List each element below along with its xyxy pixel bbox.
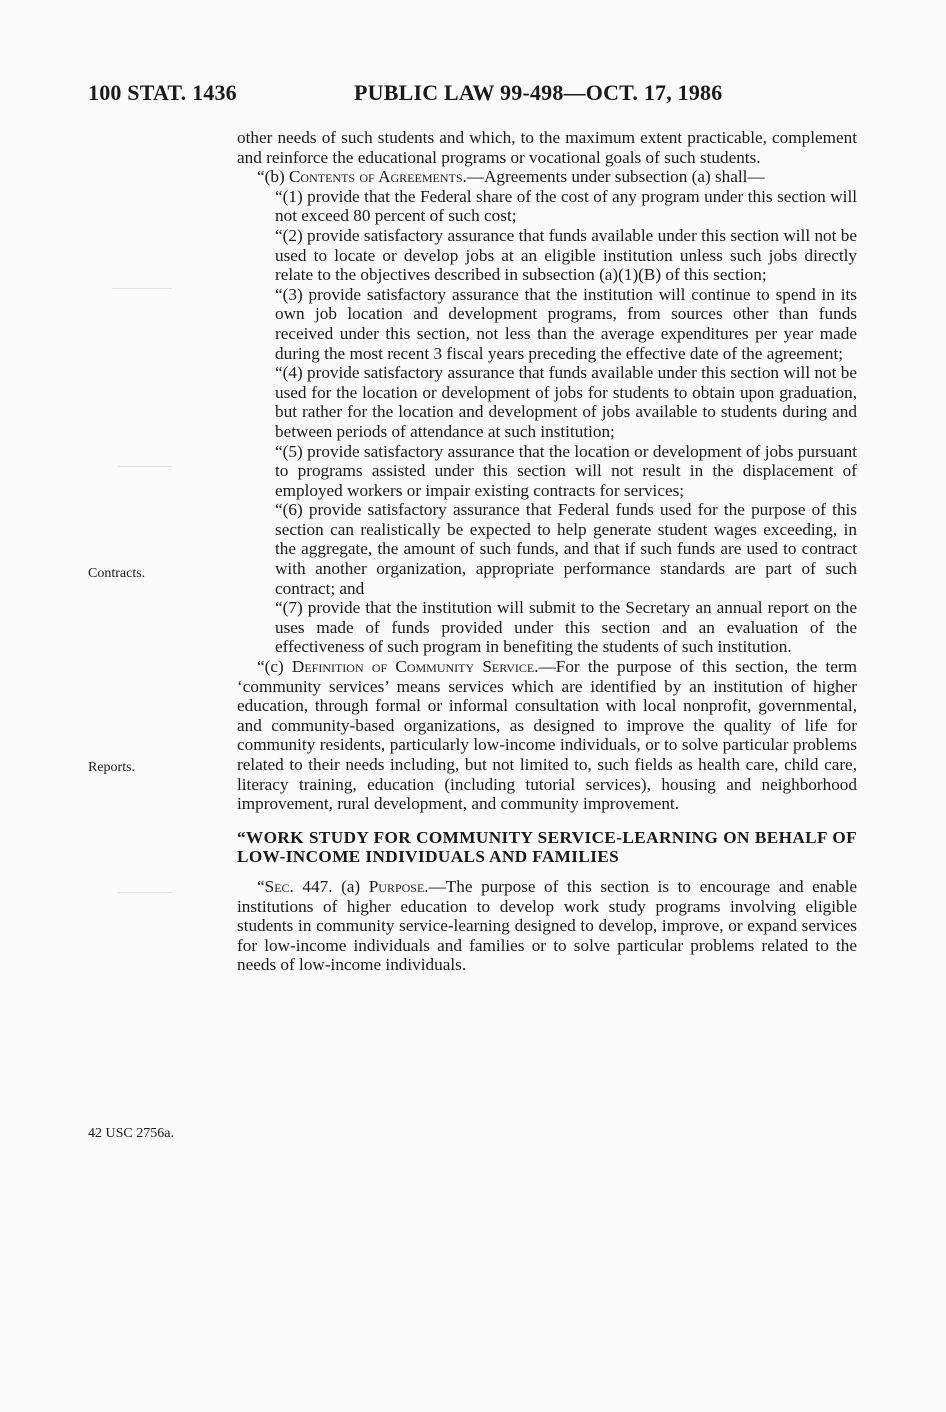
margin-note-usc-citation: 42 USC 2756a. — [88, 1126, 174, 1141]
agreement-item-1: “(1) provide that the Federal share of the cost of any program under this section will not exceed 80 percent of such cost; — [275, 186, 857, 226]
subsection-b: “(b) Contents of Agreements.—Agreements under subsection (a) shall— — [257, 167, 765, 187]
agreement-item-3: “(3) provide satisfactory assurance that the institution will continue to spend in its own job location and development programs, from sources other than funds received under this section, not less than the average expenditures per year made during the most recent 3 fiscal years preceding the effective date of the agreement; — [275, 284, 857, 363]
margin-note-contracts: Contracts. — [88, 566, 146, 581]
bleed-through-mark — [112, 288, 172, 299]
public-law-reference: PUBLIC LAW 99-498—OCT. 17, 1986 — [354, 80, 723, 105]
agreement-item-6: “(6) provide satisfactory assurance that Federal funds used for the purpose of this section can realistically be expected to help generate student wages exceeding, in the aggregate, the amount of such funds, and that if such funds are used to contract with another organization, appropriate performance standards are part of such contract; and — [275, 500, 857, 598]
subsection-b-title: Contents of Agreements — [288, 167, 463, 187]
margin-note-reports: Reports. — [88, 760, 136, 775]
statute-page-reference: 100 STAT. 1436 — [88, 80, 237, 105]
page-header — [88, 80, 868, 114]
agreement-item-7: “(7) provide that the institution will submit to the Secretary an annual report on the uses made of funds provided under this section and an evaluation of the effectiveness of such program in benefiting the students of such institution. — [275, 598, 857, 657]
section-447-purpose: “Sec. 447. (a) Purpose.—The purpose of this section is to encourage and enable institutions of higher education to develop work study programs involving eligible students in community service-learning designed to develop, improve, or expand services for low-income individuals and families or to solve particular problems related to the needs of low-income individuals. — [237, 876, 857, 975]
bleed-through-mark — [118, 892, 172, 903]
agreement-item-2: “(2) provide satisfactory assurance that funds available under this section will not be used to locate or develop jobs at an eligible institution unless such jobs directly relate to the objectives described in subsection (a)(1)(B) of this section; — [275, 225, 857, 285]
section-heading: “WORK STUDY FOR COMMUNITY SERVICE-LEARNING ON BEHALF OF LOW-INCOME INDIVIDUALS AND FAMILIES — [237, 827, 857, 867]
statute-body — [237, 128, 857, 975]
subsection-c: “(c) Definition of Community Service.—For the purpose of this section, the term ‘community services’ means services which are identified by an institution of higher education, through formal or informal consultation with local nonprofit, governmental, and community-based organizations, as designed to improve the quality of life for community residents, particularly low-income individuals, or to solve particular problems related to their needs including, but not limited to, such fields as health care, child care, literacy training, education (including tutorial services), housing and neighborhood improvement, rural development, and community improvement. — [237, 657, 858, 814]
bleed-through-mark — [118, 466, 172, 477]
agreement-item-4: “(4) provide satisfactory assurance that funds available under this section will not be used for the location or development of jobs for students to obtain upon graduation, but rather for the location and development of jobs available to students during and between periods of attendance at such institution; — [275, 363, 857, 441]
purpose-title: Purpose — [368, 876, 425, 896]
paragraph-continuation: other needs of such students and which, to the maximum extent practicable, complement and reinforce the educational programs or vocational goals of such students. — [237, 128, 857, 167]
subsection-c-title: Definition of Community Service — [291, 657, 535, 677]
agreement-item-5: “(5) provide satisfactory assurance that the location or development of jobs pursuant to programs assisted under this section will not result in the displacement of employed workers or impair existing contracts for services; — [275, 441, 857, 500]
